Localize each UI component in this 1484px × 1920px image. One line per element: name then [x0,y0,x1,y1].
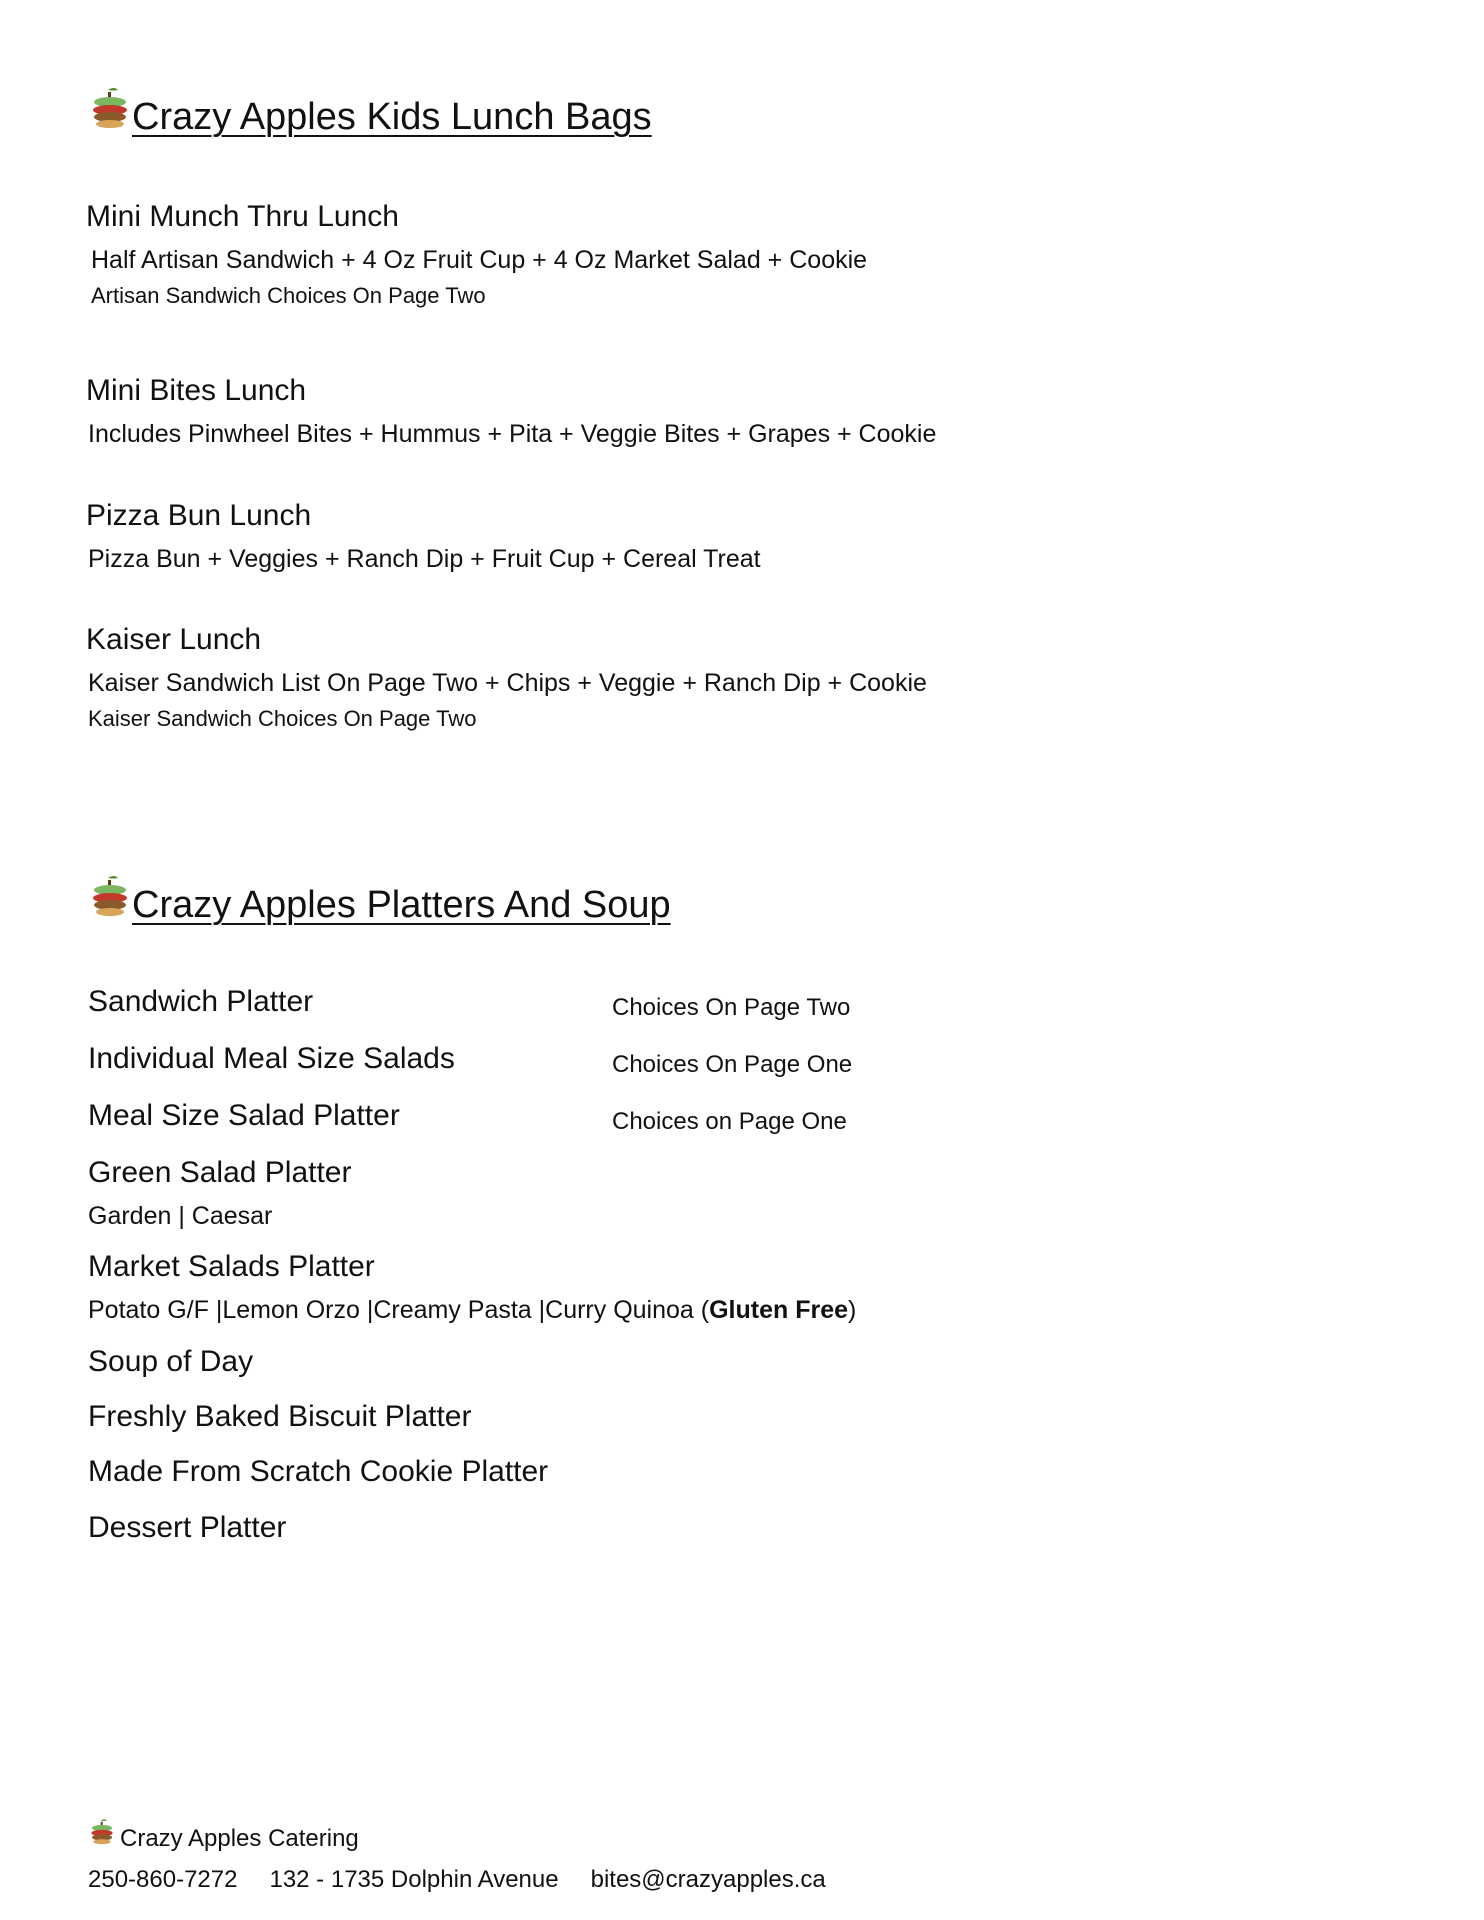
platter-desc-suffix: ) [848,1296,857,1324]
kids-item-desc: Pizza Bun + Veggies + Ranch Dip + Fruit Cup + Cereal Treat [88,545,761,573]
platter-item-desc [88,1296,856,1325]
kids-item-desc: Half Artisan Sandwich + 4 Oz Fruit Cup + 4 Oz Market Salad + Cookie [91,246,868,274]
platter-item-note: Choices on Page One [612,1108,847,1135]
apple-logo-icon [88,874,132,927]
kids-item-desc: Kaiser Sandwich List On Page Two + Chips + Veggie + Ranch Dip + Cookie [88,669,927,697]
platter-item-title: Sandwich Platter [88,985,314,1018]
kids-item-title: Pizza Bun Lunch [86,499,312,532]
footer-brand [88,1818,359,1853]
kids-item-title: Mini Bites Lunch [86,374,307,407]
kids-item-desc: Includes Pinwheel Bites + Hummus + Pita + Veggie Bites + Grapes + Cookie [88,420,937,448]
platter-item-title: Individual Meal Size Salads [88,1042,455,1075]
platters-section-header [88,874,671,927]
kids-item-sub: Kaiser Sandwich Choices On Page Two [88,706,477,731]
kids-item-title: Kaiser Lunch [86,623,262,656]
footer-email: bites@crazyapples.ca [590,1866,826,1893]
kids-section-header [88,86,652,139]
platter-item-title: Freshly Baked Biscuit Platter [88,1400,472,1433]
footer-phone: 250-860-7272 [88,1866,238,1893]
apple-logo-icon [88,1818,116,1853]
platter-item-title: Green Salad Platter [88,1156,352,1189]
platter-item-desc: Garden | Caesar [88,1202,273,1230]
platter-item-title: Market Salads Platter [88,1250,375,1283]
platter-item-title: Dessert Platter [88,1511,287,1544]
platters-section-heading: Crazy Apples Platters And Soup [132,884,671,926]
kids-section-heading: Crazy Apples Kids Lunch Bags [132,96,652,138]
apple-logo-icon [88,86,132,139]
platter-item-title: Made From Scratch Cookie Platter [88,1455,549,1488]
platter-desc-text: Potato G/F |Lemon Orzo |Creamy Pasta |Curry Quinoa ( [88,1296,710,1324]
platter-item-title: Soup of Day [88,1345,254,1378]
platter-item-note: Choices On Page Two [612,994,851,1021]
platter-item-title: Meal Size Salad Platter [88,1099,400,1132]
kids-item-title: Mini Munch Thru Lunch [86,200,399,233]
platter-item-note: Choices On Page One [612,1051,853,1078]
footer-company-name: Crazy Apples Catering [120,1825,359,1852]
footer-contact [88,1866,858,1894]
footer-address: 132 - 1735 Dolphin Avenue [269,1866,559,1893]
gluten-free-label: Gluten Free [709,1296,849,1324]
kids-item-sub: Artisan Sandwich Choices On Page Two [91,283,486,308]
